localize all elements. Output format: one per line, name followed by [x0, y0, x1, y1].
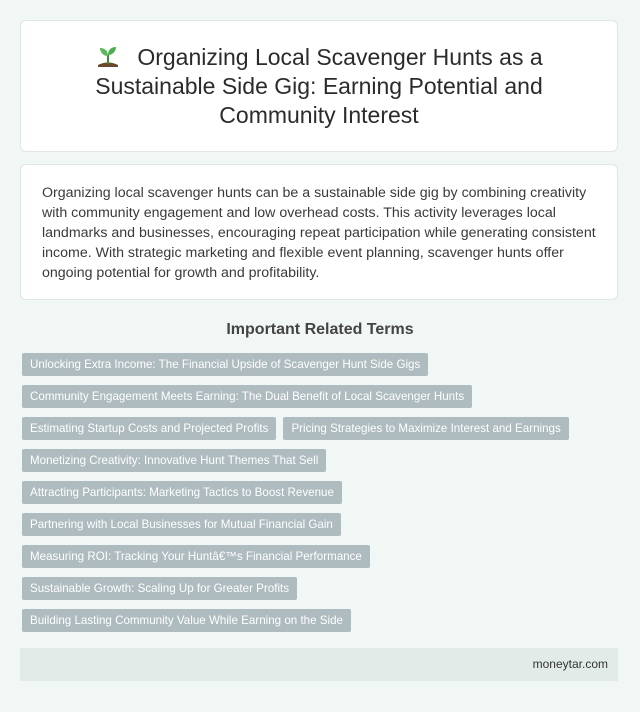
footer-site-link[interactable]: moneytar.com [532, 657, 608, 671]
related-term-tag[interactable]: Unlocking Extra Income: The Financial Upside of Scavenger Hunt Side Gigs [22, 353, 428, 376]
page-title-text: Organizing Local Scavenger Hunts as a Sustainable Side Gig: Earning Potential and Community Interest [95, 43, 543, 128]
related-terms-heading: Important Related Terms [226, 321, 414, 338]
related-term-tag[interactable]: Partnering with Local Businesses for Mutual Financial Gain [22, 513, 341, 536]
related-term-tag[interactable]: Attracting Participants: Marketing Tactics to Boost Revenue [22, 481, 342, 504]
summary-card [20, 164, 618, 300]
related-term-tag[interactable]: Monetizing Creativity: Innovative Hunt Themes That Sell [22, 449, 326, 472]
related-term-tag[interactable]: Building Lasting Community Value While Earning on the Side [22, 609, 351, 632]
sprout-icon [95, 45, 121, 67]
title-card [20, 20, 618, 152]
related-term-tag[interactable]: Sustainable Growth: Scaling Up for Greater Profits [22, 577, 297, 600]
related-term-tag[interactable]: Community Engagement Meets Earning: The Dual Benefit of Local Scavenger Hunts [22, 385, 472, 408]
related-terms-list [22, 353, 622, 632]
footer [20, 648, 618, 681]
related-term-tag[interactable]: Estimating Startup Costs and Projected Profits [22, 417, 276, 440]
related-term-tag[interactable]: Pricing Strategies to Maximize Interest and Earnings [283, 417, 568, 440]
summary-text: Organizing local scavenger hunts can be a sustainable side gig by combining creativity with community engagement and low overhead costs. This activity leverages local landmarks and businesses, encouraging repeat participation while generating consistent income. With strategic marketing and flexible event planning, scavenger hunts offer ongoing potential for growth and profitability. [42, 185, 596, 281]
page-title [59, 43, 579, 130]
related-term-tag[interactable]: Measuring ROI: Tracking Your Huntâ€™s Financial Performance [22, 545, 370, 568]
